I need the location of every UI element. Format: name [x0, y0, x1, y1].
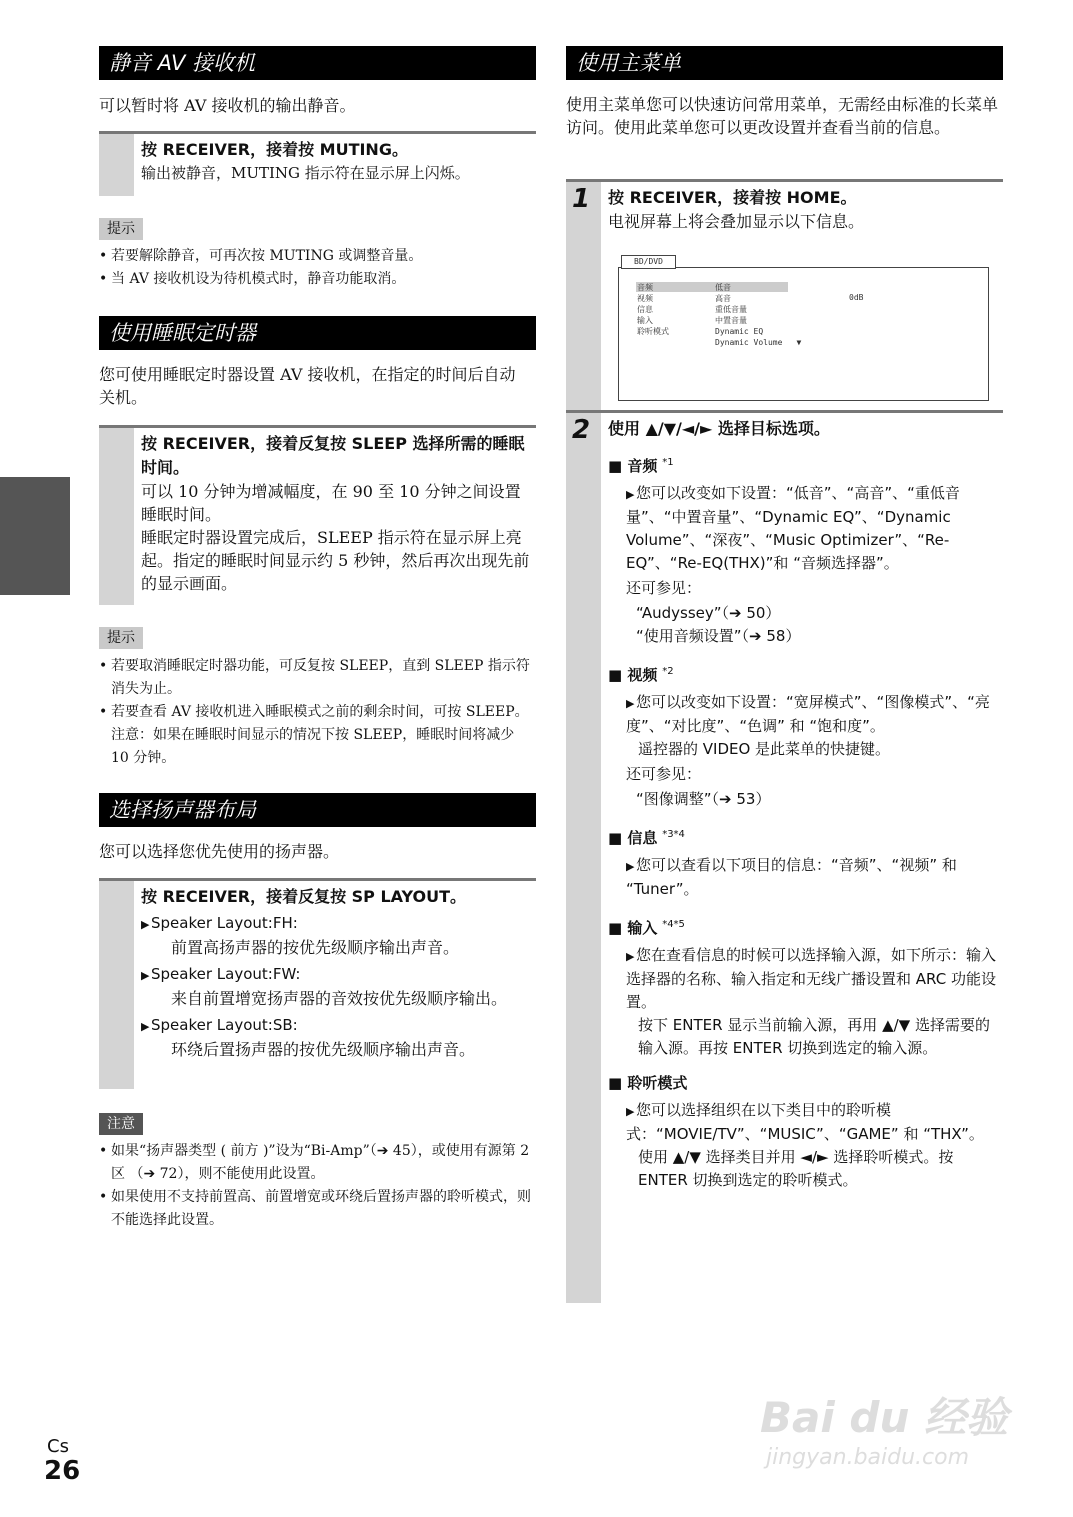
- caret-right-icon: ▶: [626, 1105, 635, 1118]
- sleep-step-line2: 可以 10 分钟为增减幅度，在 90 至 10 分钟之间设置睡眠时间。: [141, 482, 521, 524]
- listen-desc2: 使用 ▲/▼ 选择类目并用 ◄/► 选择聆听模式。按 ENTER 切换到选定的聆听模式。: [638, 1148, 954, 1189]
- audio-desc: ▶ 您可以改变如下设置：“低音”、“高音”、“重低音量”、“中置音量”、“Dynamic EQ”、“Dynamic Volume”、“深夜”、“Music Optimizer”、“Re-EQ”、“Re-EQ(THX)”和 “音频选择器”。: [626, 484, 960, 572]
- mute-tip-label: 提示: [99, 218, 143, 240]
- speaker-option: ▶ Speaker Layout:FH:: [141, 912, 536, 936]
- info-desc: ▶ 您可以查看以下项目的信息：“音频”、“视频” 和 “Tuner”。: [626, 856, 957, 898]
- osd-submenu: [715, 282, 801, 348]
- step-number: 1: [572, 184, 591, 214]
- osd-screen: [618, 257, 989, 401]
- step1-line2: 电视屏幕上将会叠加显示以下信息。: [608, 212, 865, 231]
- osd-menu-item[interactable]: 视频: [637, 294, 653, 303]
- sleep-intro: 您可使用睡眠定时器设置 AV 接收机，在指定的时间后自动关机。: [99, 365, 516, 407]
- input-desc: ▶ 您在查看信息的时候可以选择输入源，如下所示：输入选择器的名称、输入指定和无线广播设置和 ARC 功能设置。: [626, 946, 997, 1011]
- side-tab: [0, 477, 70, 595]
- sleep-tips: [99, 655, 536, 770]
- mute-tip: • 当 AV 接收机设为待机模式时，静音功能取消。: [99, 268, 536, 291]
- speaker-step-line1: 按 RECEIVER，接着反复按 SP LAYOUT。: [141, 887, 467, 906]
- sleep-step: [99, 425, 536, 605]
- home-intro: 使用主菜单您可以快速访问常用菜单，无需经由标准的长菜单访问。使用此菜单您可以更改设置并查看当前的信息。: [566, 95, 999, 137]
- scroll-down-icon: ▼: [796, 338, 802, 347]
- info-heading: ■ 信息 $^{*3*4}$: [608, 829, 685, 847]
- caret-right-icon: ▶: [626, 860, 635, 873]
- osd-value: 0dB: [849, 293, 864, 302]
- osd-menu-item[interactable]: 聆听模式: [637, 327, 669, 336]
- step2-line1: 使用 ▲/▼/◄/► 选择目标选项。: [608, 419, 830, 438]
- speaker-intro: 您可以选择您优先使用的扬声器。: [99, 842, 340, 861]
- osd-submenu-item[interactable]: Dynamic EQ: [715, 327, 764, 336]
- caret-right-icon: ▶: [141, 969, 150, 982]
- osd-submenu-item[interactable]: 低音: [715, 283, 731, 292]
- mute-title: 静音 AV 接收机: [99, 46, 536, 80]
- mute-tip: • 若要解除静音，可再次按 MUTING 或调整音量。: [99, 245, 536, 268]
- watermark-logo: Bai du 经验: [760, 1393, 1008, 1442]
- input-desc2: 按下 ENTER 显示当前输入源，再用 ▲/▼ 选择需要的输入源。再按 ENTER 切换到选定的输入源。: [638, 1016, 990, 1057]
- audio-see: 还可参见：: [626, 579, 702, 597]
- home-step-1: [566, 179, 1003, 412]
- page-number: 26: [44, 1456, 81, 1486]
- video-heading: ■ 视频 $^{*2}$: [608, 666, 674, 684]
- speaker-note-label: 注意: [99, 1113, 143, 1135]
- mute-step-line2: 输出被静音，MUTING 指示符在显示屏上闪烁。: [141, 164, 470, 182]
- caret-right-icon: ▶: [626, 697, 635, 710]
- sleep-tip: • 若要取消睡眠定时器功能，可反复按 SLEEP，直到 SLEEP 指示符消失为止。: [99, 655, 536, 701]
- mute-intro: 可以暂时将 AV 接收机的输出静音。: [99, 96, 356, 115]
- audio-ref: “使用音频设置”（➔ 58）: [636, 627, 801, 645]
- step-number: 2: [572, 415, 591, 445]
- speaker-option: ▶ Speaker Layout:FW:: [141, 963, 536, 987]
- sleep-title: 使用睡眠定时器: [99, 316, 536, 350]
- speaker-option-desc: 环绕后置扬声器的按优先级顺序输出声音。: [171, 1040, 476, 1059]
- mute-step-line1: 按 RECEIVER，接着按 MUTING。: [141, 140, 408, 159]
- audio-heading: ■ 音频 $^{*1}$: [608, 457, 674, 475]
- input-heading: ■ 输入 $^{*4*5}$: [608, 919, 685, 937]
- video-ref: “图像调整”（➔ 53）: [636, 790, 771, 808]
- speaker-option: ▶ Speaker Layout:SB:: [141, 1014, 536, 1038]
- speaker-option-desc: 前置高扬声器的按优先级顺序输出声音。: [171, 938, 460, 957]
- speaker-option-desc: 来自前置增宽扬声器的音效按优先级顺序输出。: [171, 989, 508, 1008]
- speaker-note: • 如果“扬声器类型 ( 前方 )”设为“Bi-Amp”（➔ 45），或使用有源第 2 区 （➔ 72），则不能使用此设置。: [99, 1140, 536, 1186]
- page-lang: Cs: [47, 1436, 69, 1457]
- listen-desc: ▶ 您可以选择组织在以下类目中的聆听模式：“MOVIE/TV”、“MUSIC”、“GAME” 和 “THX”。: [626, 1101, 984, 1143]
- osd-menu-item[interactable]: 音频: [637, 283, 653, 292]
- speaker-notes: [99, 1140, 536, 1232]
- sleep-step-line1: 按 RECEIVER，接着反复按 SLEEP 选择所需的睡眠时间。: [141, 434, 525, 477]
- listen-heading: ■ 聆听模式: [608, 1074, 688, 1092]
- mute-step: [99, 131, 536, 196]
- mute-tips: [99, 245, 536, 291]
- home-step-2: [566, 410, 1003, 1303]
- sleep-tip: • 若要查看 AV 接收机进入睡眠模式之前的剩余时间，可按 SLEEP。注意：如果在睡眠时间显示的情况下按 SLEEP，睡眠时间将减少 10 分钟。: [99, 701, 536, 770]
- osd-submenu-item[interactable]: Dynamic Volume ▼: [715, 338, 802, 347]
- speaker-title: 选择扬声器布局: [99, 793, 536, 827]
- audio-ref: “Audyssey”（➔ 50）: [636, 604, 781, 622]
- sleep-step-line3: 睡眠定时器设置完成后，SLEEP 指示符在显示屏上亮起。指定的睡眠时间显示约 5 秒钟，然后再次出现先前的显示画面。: [141, 528, 530, 593]
- video-see: 还可参见：: [626, 765, 702, 783]
- home-title: 使用主菜单: [566, 46, 1003, 80]
- step1-line1: 按 RECEIVER，接着按 HOME。: [608, 188, 857, 207]
- video-desc2: 遥控器的 VIDEO 是此菜单的快捷键。: [638, 740, 891, 758]
- video-desc: ▶ 您可以改变如下设置：“宽屏模式”、“图像模式”、“亮度”、“对比度”、“色调” 和 “饱和度”。: [626, 693, 990, 735]
- sleep-tip-label: 提示: [99, 627, 143, 649]
- osd-menu: [637, 282, 669, 337]
- caret-right-icon: ▶: [141, 918, 150, 931]
- osd-tab: BD/DVD: [621, 255, 676, 269]
- osd-submenu-item[interactable]: 重低音量: [715, 305, 747, 314]
- caret-right-icon: ▶: [626, 488, 635, 501]
- osd-submenu-item[interactable]: 高音: [715, 294, 731, 303]
- osd-submenu-item[interactable]: 中置音量: [715, 316, 747, 325]
- caret-right-icon: ▶: [141, 1020, 150, 1033]
- speaker-step: [99, 878, 536, 1089]
- osd-menu-item[interactable]: 信息: [637, 305, 653, 314]
- speaker-note: • 如果使用不支持前置高、前置增宽或环绕后置扬声器的聆听模式，则不能选择此设置。: [99, 1186, 536, 1232]
- osd-menu-item[interactable]: 输入: [637, 316, 653, 325]
- caret-right-icon: ▶: [626, 950, 635, 963]
- watermark-url: jingyan.baidu.com: [766, 1445, 970, 1470]
